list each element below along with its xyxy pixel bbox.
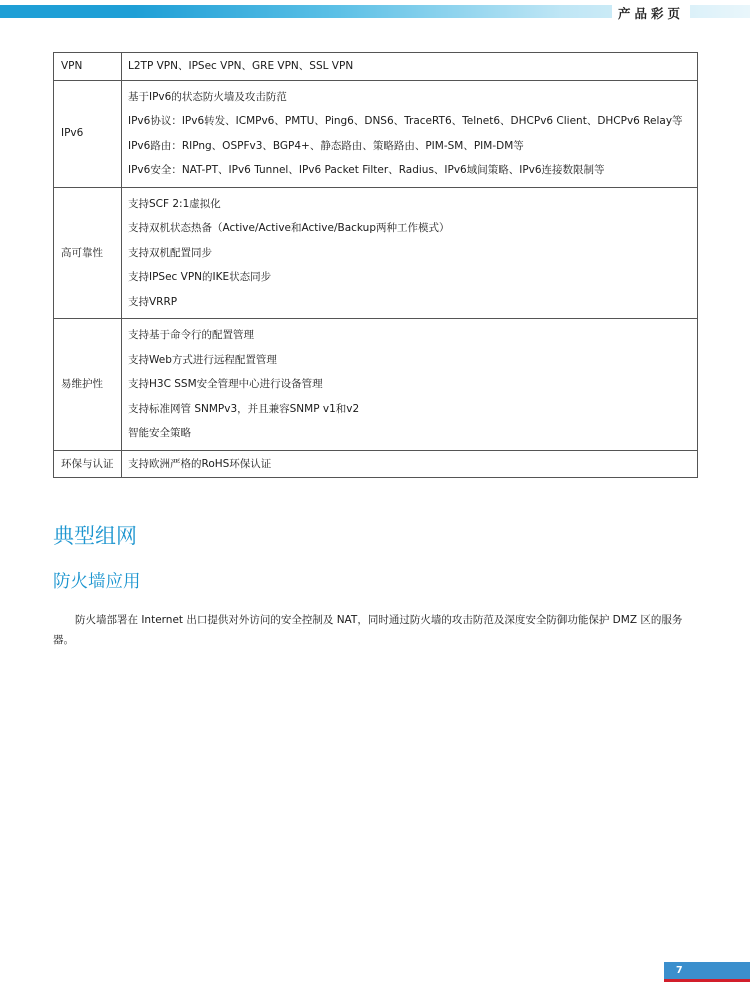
- row-values: [122, 80, 698, 187]
- table-row: [54, 80, 698, 187]
- row-value-line: 支持H3C SSM安全管理中心进行设备管理: [128, 378, 323, 390]
- row-category: 环保与认证: [54, 450, 122, 478]
- row-values: [122, 187, 698, 319]
- table-row: [54, 53, 698, 81]
- row-category: 易维护性: [54, 319, 122, 451]
- section-title: 典型组网: [53, 524, 137, 548]
- row-category: 高可靠性: [54, 187, 122, 319]
- row-value-line: 支持Web方式进行远程配置管理: [128, 353, 277, 366]
- row-value-line: IPv6安全：NAT-PT、IPv6 Tunnel、IPv6 Packet Filter、Radius、IPv6域间策略、IPv6连接数限制等: [128, 164, 605, 176]
- row-value-line: 支持标准网管 SNMPv3，并且兼容SNMP v1和v2: [128, 402, 360, 415]
- row-value-line: 支持双机状态热备（Active/Active和Active/Backup两种工作模式）: [128, 222, 450, 234]
- row-value-line: 支持SCF 2:1虚拟化: [128, 197, 221, 210]
- subsection-title: 防火墙应用: [53, 572, 141, 592]
- row-category: VPN: [54, 53, 122, 81]
- row-value-line: 支持欧洲严格的RoHS环保认证: [128, 457, 272, 470]
- row-value-line: 基于IPv6的状态防火墙及攻击防范: [128, 90, 287, 103]
- table-row: [54, 450, 698, 478]
- row-value-line: 支持VRRP: [128, 295, 178, 308]
- table-row: [54, 187, 698, 319]
- row-values: [122, 450, 698, 478]
- header-label: 产品彩页: [612, 4, 690, 24]
- row-value-line: IPv6路由：RIPng、OSPFv3、BGP4+、静态路由、策略路由、PIM-SM、PIM-DM等: [128, 139, 524, 152]
- row-category: IPv6: [54, 80, 122, 187]
- row-value-line: 支持双机配置同步: [128, 246, 212, 259]
- row-values: [122, 319, 698, 451]
- row-values: [122, 53, 698, 81]
- row-value-line: IPv6协议：IPv6转发、ICMPv6、PMTU、Ping6、DNS6、TraceRT6、Telnet6、DHCPv6 Client、DHCPv6 Relay等: [128, 115, 683, 127]
- row-value-line: 支持基于命令行的配置管理: [128, 329, 254, 341]
- page-number: 7: [664, 962, 750, 979]
- row-value-line: 智能安全策略: [128, 427, 191, 439]
- body-paragraph: 防火墙部署在 Internet 出口提供对外访问的安全控制及 NAT，同时通过防火墙的攻击防范及深度安全防御功能保护 DMZ 区的服务器。: [53, 614, 683, 646]
- spec-table: [53, 52, 698, 478]
- row-value-line: L2TP VPN、IPSec VPN、GRE VPN、SSL VPN: [128, 60, 354, 72]
- table-row: [54, 319, 698, 451]
- row-value-line: 支持IPSec VPN的IKE状态同步: [128, 271, 272, 283]
